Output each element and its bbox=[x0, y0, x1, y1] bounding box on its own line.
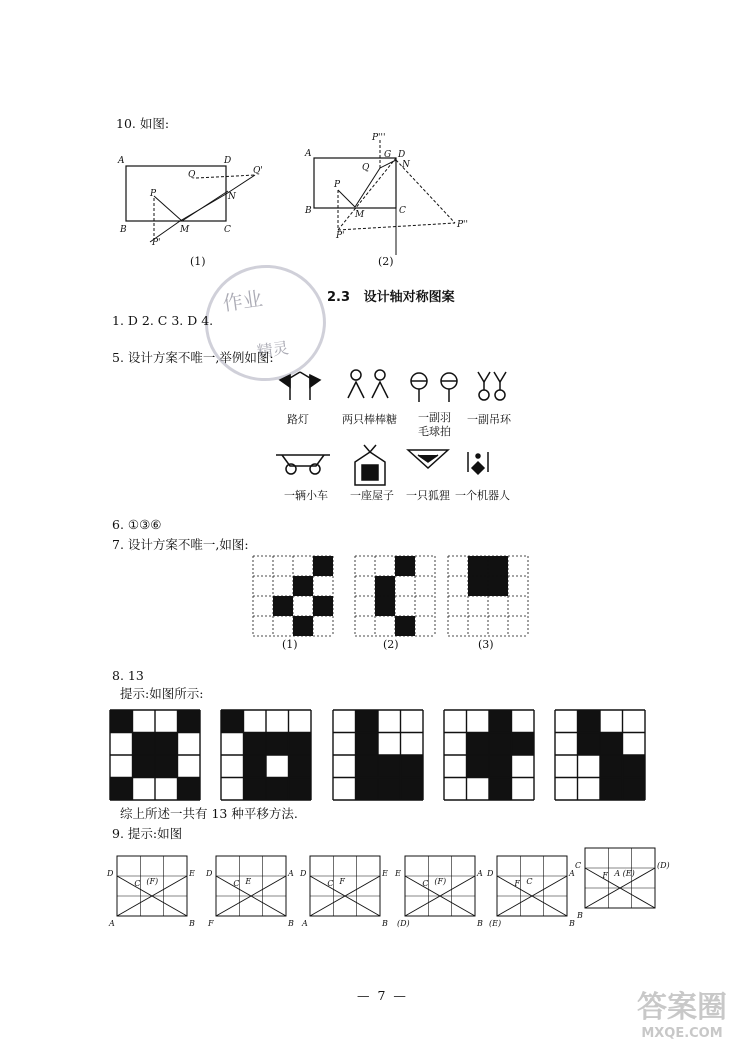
fig1-label-M: M bbox=[180, 225, 190, 235]
q9-fig6-label-0: C bbox=[575, 861, 582, 870]
watermark-logo: 答案圈 bbox=[637, 990, 727, 1025]
q9-fig6-label-4: B bbox=[577, 911, 583, 920]
q9-fig4-label-3: A bbox=[477, 869, 483, 878]
q9-fig1-label-3: E bbox=[189, 869, 195, 878]
q10-label: 10. 如图: bbox=[116, 116, 170, 131]
q9-fig1-label-0: D bbox=[107, 869, 114, 878]
q10-caption-1: (1) bbox=[190, 255, 206, 268]
q5-caption-8: 一个机器人 bbox=[455, 489, 510, 502]
q5-caption-6: 一座屋子 bbox=[350, 489, 394, 502]
fig1-label-Qp: Q' bbox=[253, 166, 263, 176]
fig1-label-P: P bbox=[150, 189, 157, 199]
q9-fig5-label-4: (E) bbox=[489, 919, 502, 928]
q9-label: 9. 提示:如图 bbox=[112, 826, 183, 841]
q9-fig4-label-5: B bbox=[477, 919, 483, 928]
q9-fig5-label-5: B bbox=[569, 919, 575, 928]
page-number: — 7 — bbox=[357, 988, 408, 1003]
fig2-label-Q: Q bbox=[362, 163, 370, 173]
watermark-url: MXQE.COM bbox=[641, 1026, 723, 1041]
q9-figure-3 bbox=[299, 856, 388, 928]
fig1-label-A: A bbox=[118, 156, 125, 166]
q9-fig5-label-3: A bbox=[569, 869, 575, 878]
fig1-label-B: B bbox=[120, 225, 127, 235]
q9-fig6-label-1: F bbox=[602, 871, 608, 880]
fig1-label-Q: Q bbox=[188, 170, 196, 180]
q7-caption-1: (1) bbox=[282, 638, 298, 651]
stamp-line2: 精灵 bbox=[255, 338, 290, 362]
q9-fig2-label-1: C bbox=[233, 879, 240, 888]
fig1-label-Pp: P' bbox=[152, 238, 161, 248]
watermark bbox=[622, 990, 742, 1041]
fig2-label-G: G bbox=[384, 150, 392, 160]
q9-fig4-label-2: (F) bbox=[434, 877, 447, 886]
q5-caption-4: 一副吊环 bbox=[467, 413, 511, 426]
q9-fig3-label-4: A bbox=[302, 919, 308, 928]
fig2-label-C: C bbox=[399, 206, 406, 216]
q5-caption-2: 两只棒棒糖 bbox=[342, 413, 397, 426]
q9-fig3-label-3: E bbox=[382, 869, 388, 878]
q9-figure-1 bbox=[106, 856, 195, 928]
q9-fig3-label-1: C bbox=[327, 879, 334, 888]
q5-caption-3: 一副羽 毛球拍 bbox=[418, 411, 451, 438]
q9-fig1-label-4: A bbox=[109, 919, 115, 928]
q9-fig4-label-4: (D) bbox=[397, 919, 410, 928]
q9-fig3-label-5: B bbox=[382, 919, 388, 928]
q8-label: 8. 13 bbox=[112, 668, 144, 683]
q9-figure-2 bbox=[205, 856, 294, 928]
fig2-label-Ppp: P'' bbox=[457, 220, 469, 230]
q9-fig2-label-4: F bbox=[208, 919, 214, 928]
q9-fig3-label-0: D bbox=[300, 869, 307, 878]
fig2-label-Pp: P' bbox=[336, 231, 345, 241]
q9-fig1-label-5: B bbox=[189, 919, 195, 928]
q9-fig2-label-2: E bbox=[245, 877, 252, 886]
fig2-label-M: M bbox=[355, 210, 365, 220]
q9-fig4-label-0: E bbox=[395, 869, 401, 878]
q6-label: 6. ①③⑥ bbox=[112, 517, 162, 532]
q9-fig3-label-2: F bbox=[339, 877, 345, 886]
q9-fig5-label-2: C bbox=[526, 877, 533, 886]
q5-caption-1: 路灯 bbox=[287, 413, 309, 426]
q9-fig5-label-1: F bbox=[514, 879, 520, 888]
q9-figure-5 bbox=[486, 856, 575, 928]
q1-4-answers: 1. D 2. C 3. D 4. bbox=[112, 313, 214, 328]
fig2-label-A: A bbox=[305, 149, 312, 159]
q9-fig6-label-2: A (E) bbox=[614, 869, 635, 878]
q8-hint: 提示:如图所示: bbox=[120, 686, 204, 701]
q5-caption-7: 一只狐狸 bbox=[406, 489, 450, 502]
fig2-label-B: B bbox=[305, 206, 312, 216]
fig2-label-D: D bbox=[398, 150, 406, 160]
q9-fig6-label-3: (D) bbox=[657, 861, 670, 870]
q8-summary: 综上所述一共有 13 种平移方法. bbox=[120, 806, 298, 821]
fig2-label-Pppp: P''' bbox=[372, 133, 386, 143]
section-title: 设计轴对称图案 bbox=[363, 290, 455, 305]
q9-fig1-label-1: C bbox=[134, 879, 141, 888]
q9-fig1-label-2: (F) bbox=[146, 877, 159, 886]
q9-fig5-label-0: D bbox=[487, 869, 494, 878]
q9-figure-6 bbox=[575, 848, 670, 920]
q9-fig2-label-3: A bbox=[288, 869, 294, 878]
q10-caption-2: (2) bbox=[378, 255, 394, 268]
fig1-label-C: C bbox=[224, 225, 231, 235]
q7-label: 7. 设计方案不唯一,如图: bbox=[112, 537, 249, 552]
fig1-label-D: D bbox=[224, 156, 232, 166]
q7-caption-2: (2) bbox=[383, 638, 399, 651]
q9-fig4-label-1: C bbox=[422, 879, 429, 888]
fig2-label-P: P bbox=[334, 180, 341, 190]
q5-caption-5: 一辆小车 bbox=[284, 489, 328, 502]
fig2-label-N: N bbox=[402, 160, 410, 170]
stamp-line1: 作业 bbox=[221, 286, 265, 316]
q9-fig2-label-0: D bbox=[206, 869, 213, 878]
fig1-label-N: N bbox=[228, 192, 236, 202]
q9-figure-4 bbox=[394, 856, 483, 928]
q5-label: 5. 设计方案不唯一,举例如图: bbox=[112, 350, 274, 365]
q9-fig2-label-5: B bbox=[288, 919, 294, 928]
section-number: 2.3 bbox=[327, 290, 351, 305]
q7-caption-3: (3) bbox=[478, 638, 494, 651]
